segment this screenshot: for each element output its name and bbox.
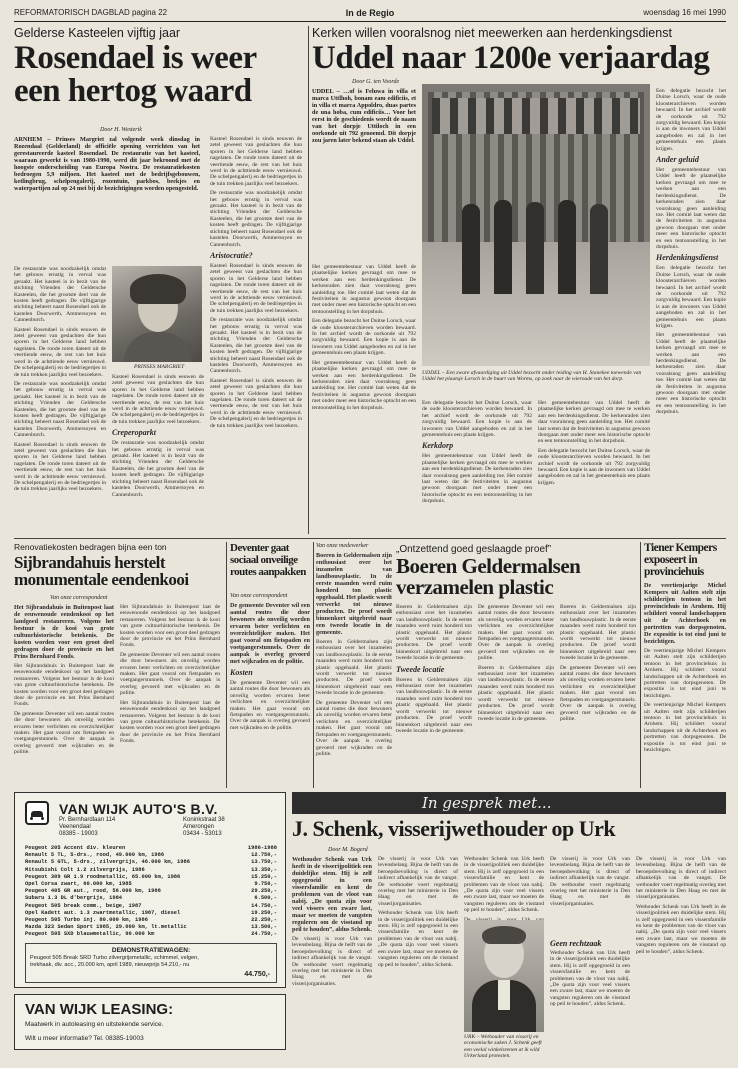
car-offer-name: Peugeot 505 break comm., beige, 1987 [25,902,142,909]
article-byline: Door M. Bogerd [328,847,368,853]
subheading: Kerkdorp [422,441,454,451]
ad-address-left: Pr. Bernhardlaan 114 Veenendaal 08385 - 19003 [59,817,116,837]
article-sijbrandahuis [14,542,222,786]
article-column: Boeren in Geldermalsen zijn enthousiast over het inzamelen van landbouwplastic. In de eerste maanden werd ruim honderd ton plastic opgehaald. Het plastic wordt verwerkt tot nieuwe producten. De proef wordt binnenkort uitgebreid naar een tweede locatie in de gemeente. Boeren in Geldermalsen zijn enthousiast over het inzamelen van landbouwplastic. In de eerste maanden werd ruim honderd ton plastic opgehaald. Het plastic wordt verwerkt tot nieuwe producten. De proef wordt binnenkort uitgebreid naar een tweede locatie in de gemeente. De gemeente Deventer wil een aantal routes die door bewoners als onveilig worden ervaren beter verlichten en overzichtelijker maken. Het gaat vooral om fietspaden en voetgangerstunnels. Over de aanpak is overleg gevoerd met wijkraden en de politie. [316,552,392,757]
section-divider [14,538,726,539]
car-offer-price: 9.750,- [254,881,277,888]
article-column: Kasteel Rosendael is sinds eeuwen de zetel geweest van geslachten die hun sporen in het Gelderse land hebben nagelaten. De ronde toren dateert uit de veertiende eeuw, de rest van het huis werd in de achttiende eeuw vernieuwd. De schelpengalerij en de bedriegertjes in de tuin trekken jaarlijks veel bezoekers. De restauratie was noodzakelijk omdat het gebouw ernstig in verval was geraakt. Het kasteel is in bezit van de stichting Vrienden der Geldersche Kasteelen, die het grootste deel van de kosten heeft gedragen. De vijftigjarige stichting beheert naast Rosendael ook de kastelen Doorwerth, Ammersoyen en Cannenburch. Aristocratie? Kasteel Rosendael is sinds eeuwen de zetel geweest van geslachten die hun sporen in het Gelderse land hebben nagelaten. De ronde toren dateert uit de veertiende eeuw, de rest van het huis werd in de achttiende eeuw vernieuwd. De schelpengalerij en de bedriegertjes in de tuin trekken jaarlijks veel bezoekers. De restauratie was noodzakelijk omdat het gebouw ernstig in verval was geraakt. Het kasteel is in bezit van de stichting Vrienden der Geldersche Kasteelen, die het grootste deel van de kosten heeft gedragen. De vijftigjarige stichting beheert naast Rosendael ook de kastelen Doorwerth, Ammersoyen en Cannenburch. Kasteel Rosendael is sinds eeuwen de zetel geweest van geslachten die hun sporen in het Gelderse land hebben nagelaten. De ronde toren dateert uit de veertiende eeuw, de rest van het huis werd in de achttiende eeuw vernieuwd. De schelpengalerij en de bedriegertjes in de tuin trekken jaarlijks veel bezoekers. [210,136,302,429]
subheading: Tweede locatie [396,664,445,674]
article-byline: Van onze correspondent [50,595,108,601]
car-offer-row [25,903,277,910]
article-column: Boeren in Geldermalsen zijn enthousiast over het inzamelen van landbouwplastic. In de eerste maanden werd ruim honderd ton plastic opgehaald. Het plastic wordt verwerkt tot nieuwe producten. De proef wordt binnenkort uitgebreid naar een tweede locatie in de gemeente. Tweede locatie Boeren in Geldermalsen zijn enthousiast over het inzamelen van landbouwplastic. In de eerste maanden werd ruim honderd ton plastic opgehaald. Het plastic wordt verwerkt tot nieuwe producten. De proef wordt binnenkort uitgebreid naar een tweede locatie in de gemeente. [396,604,472,734]
car-offer-name: Opel Corsa zwart, 60.000 km, 1985 [25,881,132,888]
article-headline: Rosendael is weer een hertog waard [14,40,257,109]
car-offer-price: 24.750,- [251,931,277,938]
demo-text: Peugeot 505 Break SRD Turbo zilvergrijsmetallic, schimmel, velgen, trekhaak, div. acc., 20.000 km, april 1989, nieuwprijs 54.210,- nu [30,955,199,968]
article-headline: Sijbrandahuis herstelt monumentale eendenkooi [14,553,189,589]
article-headline: Deventer gaat sociaal onveilige routes aanpakken [230,542,306,578]
car-offer-name: Subaru 1.3 DL d'bergrijs, 1984 [25,895,123,902]
car-offer-price: 13.750,- [251,859,277,866]
ad-line1: Maatwerk in autoleasing en uitstekende service. [25,1021,164,1028]
car-offer-row [25,931,277,938]
car-offer-name: Peugeot 309 GR 1.9 roodmetallic, 65.000 km, 1986 [25,873,181,880]
article-headline: Tiener Kempers exposeert in provinciehuis [644,542,717,578]
article-kicker: Van onze medewerker [316,543,369,549]
column-divider [308,26,309,534]
subheading: Geen rechtzaak [550,939,602,948]
article-lead: UDDEL – …of is Feluwa in villa et marca Uttlhoh, bonam eam edificiis, et in villa et marca Appoldro, duas partes de una hoba, cum edificiis… Voor het eerst in de geschiedenis wordt de naam van het dorpje Uttiloch in een oorkonde uit 792 genoemd. Dit dorpje zou jaren later bekend staan als Uddel. [312,88,416,144]
page-date: woensdag 16 mei 1990 [643,8,726,17]
article-column: Wethouder Schenk van Urk heeft in de visserijpolitiek een duidelijke stem. Hij is zelf opgegroeid in een vissersfamilie en kent de problemen van de vloot van nabij. „De quota zijn voor veel vissers een zware last, maar we moeten de vangsten reguleren om de visstand op peil te houden”, aldus Schenk. [550,950,630,1008]
column-divider [226,542,227,788]
article-byline: Door G. ten Voorde [352,79,400,85]
article-uddel [312,26,726,534]
photo-caption: PRINSES MARGRIET [134,364,185,370]
demo-box [25,943,277,983]
section-title: In de Regio [345,8,395,18]
subheading: Aristocratie? [210,250,253,260]
section-banner [292,792,726,814]
photo-caption: URK – Wethouder van visserij en economische zaken J. Schenk geeft een veelal winkelsrenen at ik wild Urkerland protesten. [464,1034,542,1060]
article-column: De restauratie was noodzakelijk omdat het gebouw ernstig in verval was geraakt. Het kasteel is in bezit van de stichting Vrienden der Geldersche Kasteelen, die het grootste deel van de kosten heeft gedragen. De vijftigjarige stichting beheert naast Rosendael ook de kastelen Doorwerth, Ammersoyen en Cannenburch. Kasteel Rosendael is sinds eeuwen de zetel geweest van geslachten die hun sporen in het Gelderse land hebben nagelaten. De ronde toren dateert uit de veertiende eeuw, de rest van het huis werd in de achttiende eeuw vernieuwd. De schelpengalerij en de bedriegertjes in de tuin trekken jaarlijks veel bezoekers. De restauratie was noodzakelijk omdat het gebouw ernstig in verval was geraakt. Het kasteel is in bezit van de stichting Vrienden der Geldersche Kasteelen, die het grootste deel van de kosten heeft gedragen. De vijftigjarige stichting beheert naast Rosendael ook de kastelen Doorwerth, Ammersoyen en Cannenburch. Kasteel Rosendael is sinds eeuwen de zetel geweest van geslachten die hun sporen in het Gelderse land hebben nagelaten. De ronde toren dateert uit de veertiende eeuw, de rest van het huis werd in de achttiende eeuw vernieuwd. De schelpengalerij en de bedriegertjes in de tuin trekken jaarlijks veel bezoekers. [14,266,106,493]
car-offer-price: 12.750,- [251,852,277,859]
princess-photo [112,266,202,362]
article-column: De visserij is voor Urk van levensbelang. Bijna de helft van de beroepsbevolking is direct of indirect afhankelijk van de vangst. De wethouder voert regelmatig overleg met het ministerie in Den Haag en met de visserijorganisaties. Wethouder Schenk van Urk heeft in de visserijpolitiek een duidelijke stem. Hij is zelf opgegroeid in een vissersfamilie en kent de problemen van de vloot van nabij. „De quota zijn voor veel vissers een zware last, maar we moeten de vangsten reguleren om de visstand op peil te houden”, aldus Schenk. [636,856,726,955]
car-offer-price: 13.500,- [251,924,277,931]
article-rosendael [14,26,304,534]
article-kicker: „Ontzettend goed geslaagde proef” [396,544,552,555]
car-offer-name: Mitsubishi Colt 1.2 zilvergrijs, 1986 [25,866,145,873]
car-offer-price: 13.350,- [251,866,277,873]
car-offer-price: 14.750,- [251,902,277,909]
car-offer-row [25,852,277,859]
car-offer-price: 15.250,- [251,873,277,880]
article-byline: Door H. Westerik [100,127,142,133]
article-column: Het gemeentebestuur van Uddel heeft de plaatselijke kerken gevraagd om mee te werken aan een herdenkingsdienst. De kerkenraden zien daar vooralsnog geen aanleiding toe. Het comité laat weten dat de festiviteiten in augustus gewoon doorgaan met onder meer een historische optocht en een tentoonstelling in het dorpshuis. Een delegatie bezocht het Duitse Lorsch, waar de oude kloosterarchieven worden bewaard. In het archief wordt de oorkonde uit 792 zorgvuldig bewaard. Een kopie is aan de inwoners van Uddel aangeboden en zal in het gemeentehuis een plaats krijgen. [538,400,650,486]
car-offer-name: Peugeot 505 Turbo inj. 80.000 km, 1986 [25,917,148,924]
ad-brand: VAN WIJK AUTO'S B.V. [59,801,218,817]
car-offer-name: Renault 5 TL, 5-drs., rood, 49.000 km, 1986 [25,852,165,859]
car-list [25,845,277,939]
article-geldermalsen-short [316,542,392,786]
car-offer-row [25,910,277,917]
banner-title: In gesprek met... [422,794,552,812]
article-column: Het gemeentebestuur van Uddel heeft de plaatselijke kerken gevraagd om mee te werken aan een herdenkingsdienst. De kerkenraden zien daar vooralsnog geen aanleiding toe. Het comité laat weten dat de festiviteiten in augustus gewoon doorgaan met onder meer een historische optocht en een tentoonstelling in het dorpshuis. Een delegatie bezocht het Duitse Lorsch, waar de oude kloosterarchieven worden bewaard. In het archief wordt de oorkonde uit 792 zorgvuldig bewaard. Een kopie is aan de inwoners van Uddel aangeboden en zal in het gemeentehuis een plaats krijgen. Het gemeentebestuur van Uddel heeft de plaatselijke kerken gevraagd om mee te werken aan een herdenkingsdienst. De kerkenraden zien daar vooralsnog geen aanleiding toe. Het comité laat weten dat de festiviteiten in augustus gewoon doorgaan met onder meer een historische optocht en een tentoonstelling in het dorpshuis. [312,264,416,411]
advertisement-van-wijk-autos [14,792,286,988]
car-offer-row [25,895,277,902]
article-kicker: Renovatiekosten bedragen bijna een ton [14,542,167,552]
car-offer-row [25,917,277,924]
car-offer-name: Peugeot 205 Accent div. kleuren [25,845,126,851]
photo-caption: UDDEL – Een zware afvaardiging uit Uddel bezocht onder leiding van H. Stanekee toewende van Uddel het plaatsje Lorsch in de buurt van Worms, op zoek naar de wieroude van het dorp. [422,370,642,383]
article-column: Een delegatie bezocht het Duitse Lorsch, waar de oude kloosterarchieven worden bewaard. In het archief wordt de oorkonde uit 792 zorgvuldig bewaard. Een kopie is aan de inwoners van Uddel aangeboden en zal in het gemeentehuis een plaats krijgen. Ander geluid Het gemeentebestuur van Uddel heeft de plaatselijke kerken gevraagd om mee te werken aan een herdenkingsdienst. De kerkenraden zien daar vooralsnog geen aanleiding toe. Het comité laat weten dat de festiviteiten in augustus gewoon doorgaan met onder meer een historische optocht en een tentoonstelling in het dorpshuis. Herdenkingsdienst Een delegatie bezocht het Duitse Lorsch, waar de oude kloosterarchieven worden bewaard. In het archief wordt de oorkonde uit 792 zorgvuldig bewaard. Een kopie is aan de inwoners van Uddel aangeboden en zal in het gemeentehuis een plaats krijgen. Het gemeentebestuur van Uddel heeft de plaatselijke kerken gevraagd om mee te werken aan een herdenkingsdienst. De kerkenraden zien daar vooralsnog geen aanleiding toe. Het comité laat weten dat de festiviteiten in augustus gewoon doorgaan met onder meer een historische optocht en een tentoonstelling in het dorpshuis. [656,88,726,416]
car-offer-row [25,845,277,852]
article-column: Boeren in Geldermalsen zijn enthousiast over het inzamelen van landbouwplastic. In de eerste maanden werd ruim honderd ton plastic opgehaald. Het plastic wordt verwerkt tot nieuwe producten. De proef wordt binnenkort uitgebreid naar een tweede locatie in de gemeente. De gemeente Deventer wil een aantal routes die door bewoners als onveilig worden ervaren beter verlichten en overzichtelijker maken. Het gaat vooral om fietspaden en voetgangerstunnels. Over de aanpak is overleg gevoerd met wijkraden en de politie. [560,604,636,722]
schenk-portrait [464,920,544,1032]
article-column: Wethouder Schenk van Urk heeft in de visserijpolitiek een duidelijke stem. Hij is zelf opgegroeid in een vissersfamilie en kent de problemen van de vloot van nabij. „De quota zijn voor veel vissers een zware last, maar we moeten de vangsten reguleren om de visstand op peil te houden”, aldus Schenk. De visserij is voor Urk van levensbelang. Bijna de helft van de beroepsbevolking is direct of indirect afhankelijk van de vangst. De wethouder voert regelmatig overleg met het ministerie in Den Haag en met de visserijorganisaties. [292,856,372,987]
ad-headline: VAN WIJK LEASING: [25,1001,174,1018]
car-offer-price: 1986-1988 [247,845,277,851]
car-offer-row [25,867,277,874]
article-headline: Boeren Geldermalsen verzamelen plastic [396,554,581,599]
uddel-photo [422,84,650,366]
ad-address-right: Koninkstraat 38 Amerongen 03434 - 53013 [183,817,225,837]
car-offer-row [25,874,277,881]
car-offer-name: Peugeot 405 GR aut., rood, 56.000 km, 1988 [25,888,161,895]
car-offer-price: 6.500,- [254,895,277,902]
car-offer-price: 22.250,- [251,917,277,924]
article-column: De gemeente Deventer wil een aantal routes die door bewoners als onveilig worden ervaren beter verlichten en overzichtelijker maken. Het gaat vooral om fietspaden en voetgangerstunnels. Over de aanpak is overleg gevoerd met wijkraden en de politie. Boeren in Geldermalsen zijn enthousiast over het inzamelen van landbouwplastic. In de eerste maanden werd ruim honderd ton plastic opgehaald. Het plastic wordt verwerkt tot nieuwe producten. De proef wordt binnenkort uitgebreid naar een tweede locatie in de gemeente. [478,604,554,722]
article-deventer [230,542,310,786]
article-byline: Van onze correspondent [230,593,288,599]
car-offer-name: Opel Kadett aut. 1.3 zwartmetallic, 1987, diesel [25,909,181,916]
article-lead: ARNHEM – Prinses Margriet zal volgende week dinsdag in Rozendaal (Gelderland) de officiële opening verrichten van het gerestaureerde kasteel Rosendael. De restauratie van het kasteel, waaraan gewerkt is van 1980-1990, werd dit jaar bekroond met de hoogste onderscheiding van Europa Nostra. De restauratiekosten bedroegen 5,9 miljoen. Het kasteel met de bedrijfsgebouwen, ketlingbrug, schelpengalerij, rozentuin, parkbos, beekjes en waterpartijen zal op 24 mei bij de bezichtigingen worden opengesteld. [14,136,200,192]
car-offer-row [25,881,277,888]
car-offer-price: 19.250,- [251,909,277,916]
car-offer-name: Mazda 323 Sedan Sport 1985, 29.000 km, lt.metallic [25,924,187,931]
car-offer-price: 29.250,- [251,888,277,895]
page-header [14,6,726,22]
article-headline: J. Schenk, visserijwethouder op Urk [292,818,616,841]
column-divider [313,542,314,788]
newspaper-name: REFORMATORISCH DAGBLAD pagina 22 [14,8,168,17]
article-headline: Uddel naar 1200e verjaardag [312,40,710,76]
car-offer-row [25,924,277,931]
article-column: De visserij is voor Urk van levensbelang. Bijna de helft van de beroepsbevolking is direct of indirect afhankelijk van de vangst. De wethouder voert regelmatig overleg met het ministerie in Den Haag en met de visserijorganisaties. [550,856,630,907]
article-column: Kasteel Rosendael is sinds eeuwen de zetel geweest van geslachten die hun sporen in het Gelderse land hebben nagelaten. De ronde toren dateert uit de veertiende eeuw, de rest van het huis werd in de achttiende eeuw vernieuwd. De schelpengalerij en de bedriegertjes in de tuin trekken jaarlijks veel bezoekers. Creperoparkt De restauratie was noodzakelijk omdat het gebouw ernstig in verval was geraakt. Het kasteel is in bezit van de stichting Vrienden der Geldersche Kasteelen, die het grootste deel van de kosten heeft gedragen. De vijftigjarige stichting beheert naast Rosendael ook de kastelen Doorwerth, Ammersoyen en Cannenburch. [112,374,204,498]
car-offer-name: Renault 5 GTL, 5-drs., zilvergrijs, 46.000 km, 1986 [25,859,190,866]
subheading: Creperoparkt [112,428,156,438]
demo-title: DEMONSTRATIEWAGEN: [111,947,191,954]
car-offer-row [25,888,277,895]
ad-line2: Wilt u meer informatie? Tel. 08385-19003 [25,1035,144,1042]
column-divider [640,542,641,788]
car-offer-row [25,859,277,866]
article-boeren-geldermalsen [396,542,636,786]
subheading: Herdenkingsdienst [656,253,719,263]
subheading: Ander geluid [656,155,699,165]
article-kicker: Kerken willen vooralsnog niet meewerken aan herdenkingsdienst [312,26,672,40]
advertisement-van-wijk-leasing [14,994,286,1050]
article-kicker: Gelderse Kasteelen vijftig jaar [14,26,181,40]
article-column: De veertienjarige Michel Kempers uit Aalten stelt zijn schilderijen tentoon in het provinciehuis in Arnhem. Hij schildert vooral landschappen uit de Achterhoek en portretten van dorpsgenoten. De expositie is tot eind juni te bezichtigen. De veertienjarige Michel Kempers uit Aalten stelt zijn schilderijen tentoon in het provinciehuis in Arnhem. Hij schildert vooral landschappen uit de Achterhoek en portretten van dorpsgenoten. De expositie is tot eind juni te bezichtigen. De veertienjarige Michel Kempers uit Aalten stelt zijn schilderijen tentoon in het provinciehuis in Arnhem. Hij schildert vooral landschappen uit de Achterhoek en portretten van dorpsgenoten. De expositie is tot eind juni te bezichtigen. [644,582,726,754]
article-column: De gemeente Deventer wil een aantal routes die door bewoners als onveilig worden ervaren beter verlichten en overzichtelijker maken. Het gaat vooral om fietspaden en voetgangerstunnels. Over de aanpak is overleg gevoerd met wijkraden en de politie. Kosten De gemeente Deventer wil een aantal routes die door bewoners als onveilig worden ervaren beter verlichten en overzichtelijker maken. Het gaat vooral om fietspaden en voetgangerstunnels. Over de aanpak is overleg gevoerd met wijkraden en de politie. [230,602,310,731]
car-logo [25,801,49,825]
subheading: Kosten [230,668,253,677]
article-column: De visserij is voor Urk van levensbelang. Bijna de helft van de beroepsbevolking is direct of indirect afhankelijk van de vangst. De wethouder voert regelmatig overleg met het ministerie in Den Haag en met de visserijorganisaties. Wethouder Schenk van Urk heeft in de visserijpolitiek een duidelijke stem. Hij is zelf opgegroeid in een vissersfamilie en kent de problemen van de vloot van nabij. „De quota zijn voor veel vissers een zware last, maar we moeten de vangsten reguleren om de visstand op peil te houden”, aldus Schenk. [378,856,458,968]
demo-price: 44.750,- [244,971,270,978]
article-column: Wethouder Schenk van Urk heeft in de visserijpolitiek een duidelijke stem. Hij is zelf opgegroeid in een vissersfamilie en kent de problemen van de vloot van nabij. „De quota zijn voor veel vissers een zware last, maar we moeten de vangsten reguleren om de visstand op peil te houden”, aldus Schenk. [464,856,544,914]
article-kempers [644,542,726,786]
article-column: Een delegatie bezocht het Duitse Lorsch, waar de oude kloosterarchieven worden bewaard. In het archief wordt de oorkonde uit 792 zorgvuldig bewaard. Een kopie is aan de inwoners van Uddel aangeboden en zal in het gemeentehuis een plaats krijgen. Kerkdorp Het gemeentebestuur van Uddel heeft de plaatselijke kerken gevraagd om mee te werken aan een herdenkingsdienst. De kerkenraden zien daar vooralsnog geen aanleiding toe. Het comité laat weten dat de festiviteiten in augustus gewoon doorgaan met onder meer een historische optocht en een tentoonstelling in het dorpshuis. [422,400,532,505]
car-offer-name: Peugeot 505 SXD blauwmetallic, 90.000 km [25,931,155,938]
article-column: Het Sijbrandahuis in Buitenpost laat de eeuwenoude eendenkooi op het landgoed restaureren. Volgens het bestuur is de kooi van grote cultuurhistorische betekenis. De kosten worden voor een groot deel gedragen door de provincie en het Prins Bernhard Fonds. Het Sijbrandahuis in Buitenpost laat de eeuwenoude eendenkooi op het landgoed restaureren. Volgens het bestuur is de kooi van grote cultuurhistorische betekenis. De kosten worden voor een groot deel gedragen door de provincie en het Prins Bernhard Fonds. De gemeente Deventer wil een aantal routes die door bewoners als onveilig worden ervaren beter verlichten en overzichtelijker maken. Het gaat vooral om fietspaden en voetgangerstunnels. Over de aanpak is overleg gevoerd met wijkraden en de politie. [14,604,114,756]
article-column: Het Sijbrandahuis in Buitenpost laat de eeuwenoude eendenkooi op het landgoed restaureren. Volgens het bestuur is de kooi van grote cultuurhistorische betekenis. De kosten worden voor een groot deel gedragen door de provincie en het Prins Bernhard Fonds. De gemeente Deventer wil een aantal routes die door bewoners als onveilig worden ervaren beter verlichten en overzichtelijker maken. Het gaat vooral om fietspaden en voetgangerstunnels. Over de aanpak is overleg gevoerd met wijkraden en de politie. Het Sijbrandahuis in Buitenpost laat de eeuwenoude eendenkooi op het landgoed restaureren. Volgens het bestuur is de kooi van grote cultuurhistorische betekenis. De kosten worden voor een groot deel gedragen door de provincie en het Prins Bernhard Fonds. [120,604,220,745]
